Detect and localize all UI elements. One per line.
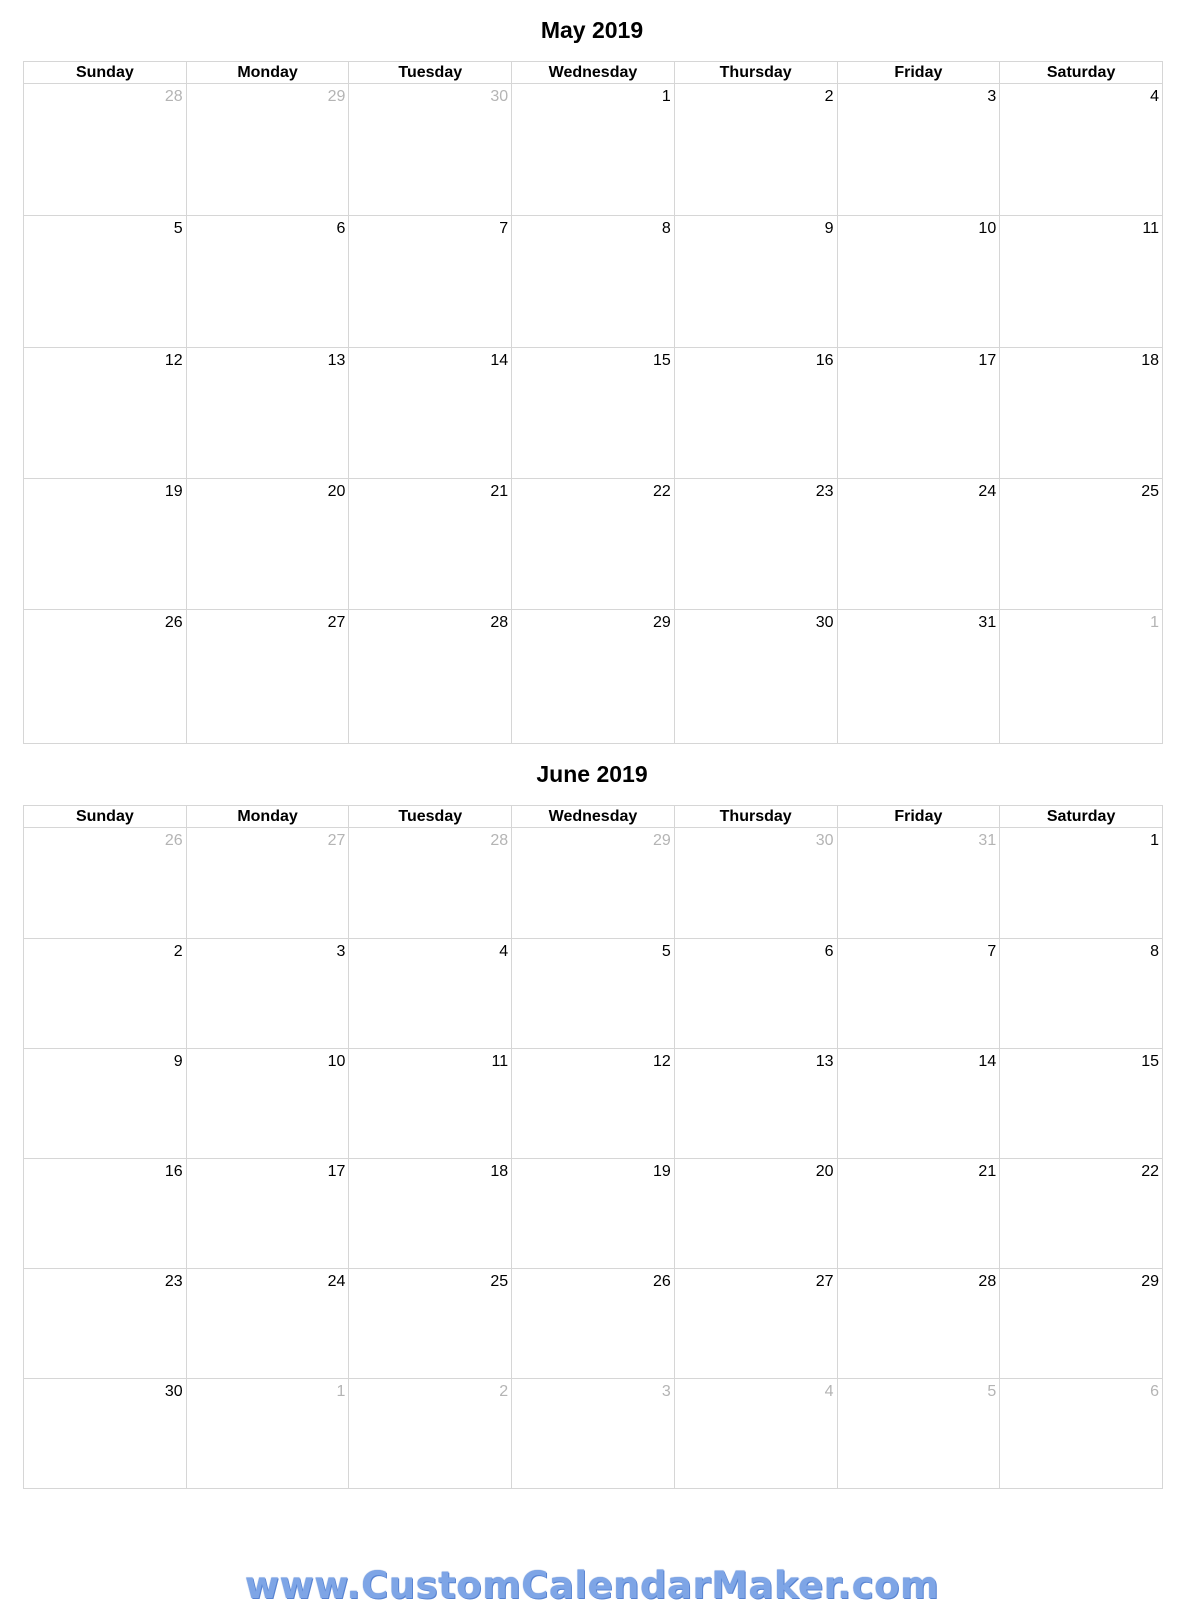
day-cell: [837, 348, 1000, 479]
day-cell: [837, 939, 1000, 1049]
day-number: 16: [164, 1163, 183, 1180]
day-number: 14: [490, 352, 509, 369]
day-number: 28: [978, 1273, 997, 1290]
day-cell: [349, 1049, 512, 1159]
week-row: [24, 1159, 1163, 1269]
week-row: [24, 479, 1163, 610]
week-row: [24, 828, 1163, 939]
day-number: 7: [499, 220, 509, 237]
day-number: 29: [327, 88, 346, 105]
day-cell: [512, 610, 675, 744]
day-cell: [1000, 348, 1163, 479]
day-number: 24: [327, 1273, 346, 1290]
day-number: 6: [336, 220, 346, 237]
day-cell: [24, 1269, 187, 1379]
day-number: 19: [653, 1163, 671, 1180]
week-row: [24, 1269, 1163, 1379]
day-cell: [186, 1159, 349, 1269]
day-cell-other-month: [512, 828, 675, 939]
day-cell-other-month: [837, 1379, 1000, 1489]
day-number: 29: [653, 614, 671, 631]
day-cell: [24, 610, 187, 744]
day-cell: [512, 348, 675, 479]
day-number: 26: [653, 1273, 671, 1290]
day-cell: [24, 348, 187, 479]
day-cell: [1000, 1049, 1163, 1159]
weekday-header-thursday: Thursday: [674, 806, 837, 828]
day-cell: [674, 348, 837, 479]
day-number: 30: [164, 1383, 183, 1400]
day-number: 2: [499, 1383, 509, 1400]
day-cell: [1000, 939, 1163, 1049]
week-row: [24, 1049, 1163, 1159]
day-cell: [512, 84, 675, 216]
day-cell-other-month: [674, 1379, 837, 1489]
week-row: [24, 1379, 1163, 1489]
day-number: 22: [1141, 1163, 1159, 1180]
day-cell: [674, 216, 837, 348]
day-cell: [186, 348, 349, 479]
day-cell-other-month: [349, 84, 512, 216]
week-row: [24, 348, 1163, 479]
day-number: 28: [164, 88, 183, 105]
day-cell: [349, 1269, 512, 1379]
day-number: 31: [978, 614, 997, 631]
weekday-header-monday: Monday: [186, 806, 349, 828]
day-number: 5: [173, 220, 183, 237]
day-number: 28: [490, 832, 509, 849]
calendar-grid-may: [23, 61, 1163, 744]
day-number: 20: [327, 483, 346, 500]
day-cell-other-month: [512, 1379, 675, 1489]
day-number: 18: [1141, 352, 1159, 369]
day-number: 13: [327, 352, 346, 369]
day-cell-other-month: [24, 84, 187, 216]
day-number: 13: [815, 1053, 834, 1070]
day-cell: [837, 84, 1000, 216]
day-cell: [1000, 216, 1163, 348]
day-number: 23: [815, 483, 834, 500]
weekday-header-row: [24, 62, 1163, 84]
weekday-header-sunday: Sunday: [24, 806, 187, 828]
day-number: 3: [987, 88, 997, 105]
day-cell: [349, 939, 512, 1049]
weekday-header-row: [24, 806, 1163, 828]
day-cell: [674, 1269, 837, 1379]
day-cell-other-month: [1000, 610, 1163, 744]
weekday-header-saturday: Saturday: [1000, 806, 1163, 828]
day-cell-other-month: [24, 828, 187, 939]
weekday-header-monday: Monday: [186, 62, 349, 84]
day-cell-other-month: [349, 828, 512, 939]
day-cell: [349, 1159, 512, 1269]
day-number: 20: [815, 1163, 834, 1180]
day-cell: [1000, 84, 1163, 216]
day-cell: [1000, 828, 1163, 939]
day-number: 24: [978, 483, 997, 500]
day-cell: [837, 216, 1000, 348]
calendar-grid-june: [23, 805, 1163, 1489]
day-number: 30: [815, 614, 834, 631]
day-number: 9: [173, 1053, 183, 1070]
day-cell: [24, 479, 187, 610]
day-number: 5: [661, 943, 671, 960]
day-cell: [512, 216, 675, 348]
day-number: 1: [336, 1383, 346, 1400]
day-cell: [837, 479, 1000, 610]
day-cell-other-month: [1000, 1379, 1163, 1489]
day-number: 27: [327, 832, 346, 849]
day-cell-other-month: [186, 84, 349, 216]
day-number: 14: [978, 1053, 997, 1070]
weekday-header-friday: Friday: [837, 806, 1000, 828]
week-row: [24, 610, 1163, 744]
day-cell: [186, 479, 349, 610]
day-cell: [837, 610, 1000, 744]
day-number: 8: [661, 220, 671, 237]
day-cell: [1000, 479, 1163, 610]
day-cell: [24, 1159, 187, 1269]
day-number: 18: [490, 1163, 509, 1180]
day-number: 3: [336, 943, 346, 960]
day-number: 27: [327, 614, 346, 631]
day-cell: [512, 939, 675, 1049]
day-number: 16: [815, 352, 834, 369]
day-cell: [186, 216, 349, 348]
day-number: 6: [1150, 1383, 1159, 1400]
weekday-header-wednesday: Wednesday: [512, 62, 675, 84]
day-cell: [512, 1269, 675, 1379]
day-number: 9: [824, 220, 834, 237]
day-number: 21: [978, 1163, 997, 1180]
day-cell: [24, 939, 187, 1049]
day-number: 17: [978, 352, 997, 369]
day-number: 8: [1150, 943, 1159, 960]
day-cell: [674, 84, 837, 216]
day-cell: [674, 610, 837, 744]
day-cell: [349, 216, 512, 348]
day-number: 29: [1141, 1273, 1159, 1290]
weekday-header-tuesday: Tuesday: [349, 62, 512, 84]
day-number: 1: [1150, 832, 1159, 849]
day-number: 4: [824, 1383, 834, 1400]
week-row: [24, 939, 1163, 1049]
day-number: 6: [824, 943, 834, 960]
weekday-header-thursday: Thursday: [674, 62, 837, 84]
day-number: 10: [978, 220, 997, 237]
week-row: [24, 84, 1163, 216]
day-number: 28: [490, 614, 509, 631]
day-cell-other-month: [186, 1379, 349, 1489]
day-number: 30: [815, 832, 834, 849]
day-number: 25: [1141, 483, 1159, 500]
day-cell: [837, 1049, 1000, 1159]
day-number: 21: [490, 483, 509, 500]
day-number: 7: [987, 943, 997, 960]
day-number: 4: [499, 943, 509, 960]
day-number: 27: [815, 1273, 834, 1290]
day-cell: [837, 1159, 1000, 1269]
day-number: 26: [164, 614, 183, 631]
weekday-header-sunday: Sunday: [24, 62, 187, 84]
day-cell: [512, 1049, 675, 1159]
day-cell: [24, 1049, 187, 1159]
day-number: 30: [490, 88, 509, 105]
day-cell-other-month: [349, 1379, 512, 1489]
month-title-june: June 2019: [536, 761, 648, 787]
day-number: 19: [164, 483, 183, 500]
day-number: 12: [164, 352, 183, 369]
day-number: 2: [824, 88, 834, 105]
week-row: [24, 216, 1163, 348]
day-number: 17: [327, 1163, 346, 1180]
day-cell: [1000, 1159, 1163, 1269]
day-number: 4: [1150, 88, 1159, 105]
day-number: 3: [661, 1383, 671, 1400]
day-number: 29: [653, 832, 671, 849]
day-cell: [674, 939, 837, 1049]
day-number: 5: [987, 1383, 997, 1400]
day-number: 1: [1150, 614, 1159, 631]
day-number: 25: [490, 1273, 509, 1290]
weekday-header-wednesday: Wednesday: [512, 806, 675, 828]
month-title-may: May 2019: [540, 17, 644, 43]
day-cell: [1000, 1269, 1163, 1379]
day-number: 15: [653, 352, 671, 369]
day-cell: [674, 1049, 837, 1159]
day-cell: [349, 348, 512, 479]
day-cell: [24, 1379, 187, 1489]
day-cell: [349, 479, 512, 610]
weekday-header-saturday: Saturday: [1000, 62, 1163, 84]
footer-brand-link[interactable]: www.CustomCalendarMaker.com: [244, 1564, 940, 1607]
day-cell-other-month: [674, 828, 837, 939]
day-cell: [837, 1269, 1000, 1379]
day-cell: [186, 1049, 349, 1159]
day-cell: [512, 479, 675, 610]
day-number: 31: [978, 832, 997, 849]
day-cell: [24, 216, 187, 348]
day-number: 2: [173, 943, 183, 960]
day-number: 15: [1141, 1053, 1159, 1070]
day-number: 1: [661, 88, 671, 105]
day-cell: [349, 610, 512, 744]
day-number: 22: [653, 483, 671, 500]
day-number: 23: [164, 1273, 183, 1290]
day-number: 11: [1142, 220, 1159, 237]
day-cell: [186, 1269, 349, 1379]
day-cell: [674, 479, 837, 610]
day-cell: [186, 610, 349, 744]
day-cell-other-month: [837, 828, 1000, 939]
weekday-header-friday: Friday: [837, 62, 1000, 84]
day-cell-other-month: [186, 828, 349, 939]
day-cell: [674, 1159, 837, 1269]
day-cell: [512, 1159, 675, 1269]
day-number: 12: [653, 1053, 671, 1070]
day-number: 11: [491, 1053, 509, 1070]
day-number: 10: [327, 1053, 346, 1070]
day-cell: [186, 939, 349, 1049]
weekday-header-tuesday: Tuesday: [349, 806, 512, 828]
day-number: 26: [164, 832, 183, 849]
